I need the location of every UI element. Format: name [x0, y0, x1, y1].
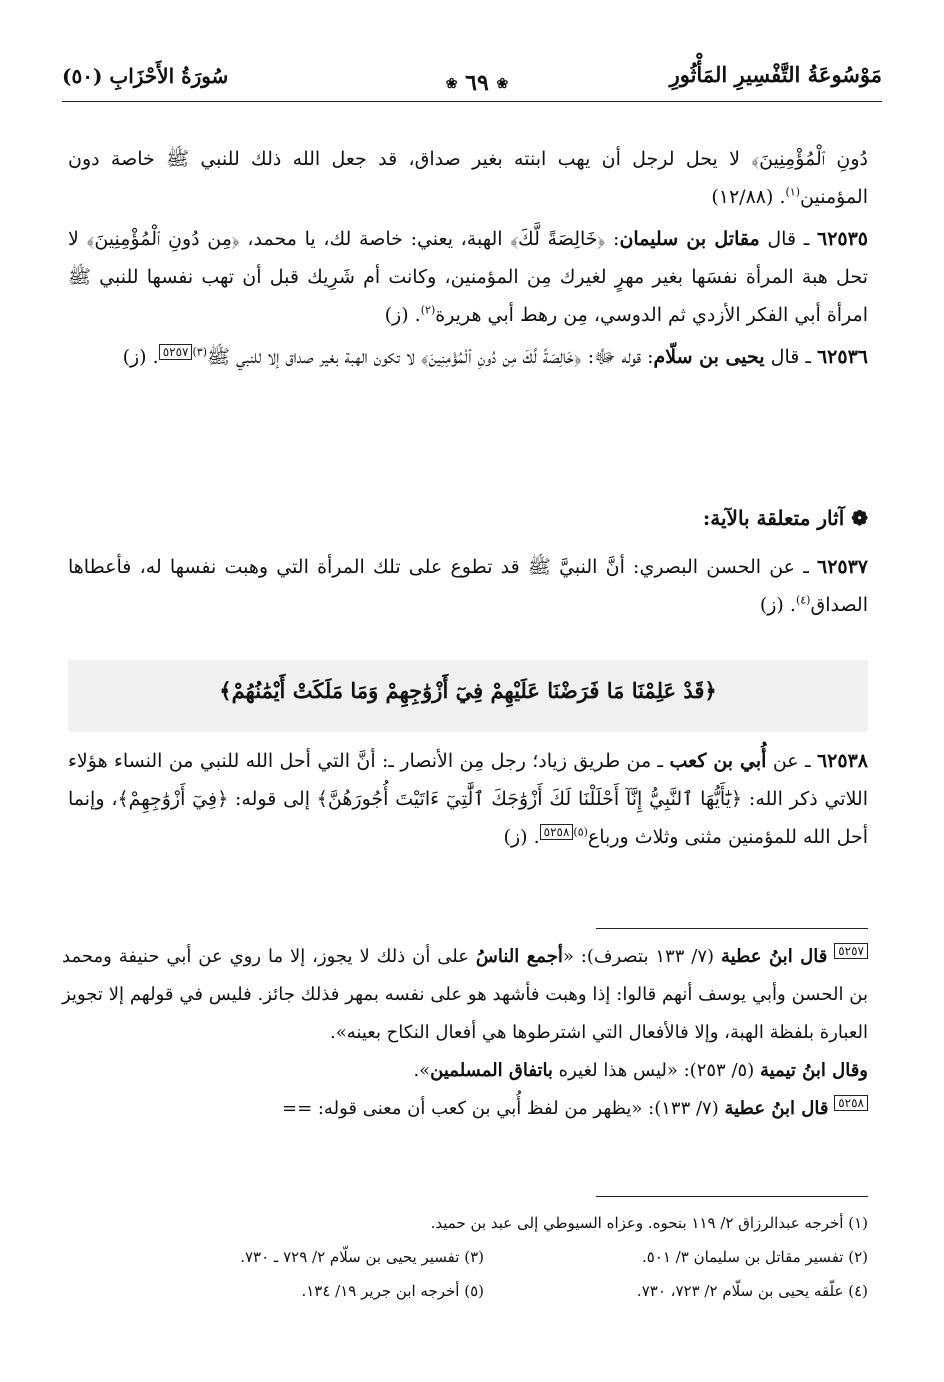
athar-62537	[68, 548, 868, 624]
athar-62535	[68, 220, 868, 334]
book-title: مَوْسُوعَةُ التَّفْسِيرِ المَأْثُورِ	[669, 62, 882, 87]
note-box-ref[interactable]: ٥٢٥٧	[159, 344, 193, 360]
athar-lead: ـ قال	[764, 346, 811, 368]
narrator-name: أُبي بن كعب	[669, 750, 767, 772]
footnote-2: (٢) تفسير مقاتل بن سليمان ٣/ ٥٠١.	[641, 1248, 868, 1266]
section-heading	[68, 506, 868, 530]
paragraph-text: : ﴿خَالِصَةً لَّكَ﴾ الهبة، يعني: خاصة لك، يا محمد، ﴿مِن دُونِ ٱلْمُؤْمِنِينَ﴾ لا تحل هبة المرأة نفسَها بغير مهرٍ لغيرك مِن المؤمنين، وكانت أم شَرِيك قبل أن تهب نفسها للنبي ﷺ امرأة أبي الفكر الأزدي ثم الدوسي، مِن رهط أبي هريرة	[68, 228, 868, 326]
note-source: قال ابنُ عطية	[720, 946, 828, 967]
ornament-icon: ❀	[496, 76, 509, 92]
athar-62536	[68, 338, 868, 376]
footnote-1: (١) أخرجه عبدالرزاق ٢/ ١١٩ بنحوه. وعزاه السيوطي إلى عبد بن حميد.	[430, 1214, 868, 1232]
note-source: وقال ابنُ تيمية	[759, 1060, 868, 1081]
note-text: (٧/ ١٣٣ بتصرف): «	[562, 946, 721, 967]
note-source: قال ابنُ عطية	[724, 1098, 829, 1119]
quran-verse: ﴿قَدْ عَلِمْنَا مَا فَرَضْنَا عَلَيْهِمْ فِيٓ أَزْوَٰجِهِمْ وَمَا مَلَكَتْ أَيْمَٰنُهُمْ﴾	[219, 678, 717, 703]
paragraph-tail: . (ز)	[122, 346, 159, 368]
paragraph-tail: . (ز)	[384, 304, 421, 326]
footnote-ref[interactable]: (١)	[785, 185, 801, 199]
running-header	[62, 62, 882, 98]
footnotes	[100, 1206, 868, 1308]
athar-lead: ـ عن	[766, 750, 811, 772]
footnote-4: (٤) علّقه يحيى بن سلّام ٢/ ٧٢٣، ٧٣٠.	[636, 1282, 868, 1300]
note-box-ref[interactable]: ٥٢٥٨	[540, 824, 574, 840]
notes-divider	[596, 928, 868, 929]
header-divider	[62, 101, 882, 102]
athar-number: ٦٢٥٣٨	[816, 750, 868, 772]
footnote-5: (٥) أخرجه ابن جرير ١٩/ ١٣٤.	[301, 1282, 484, 1300]
paragraph-tail: . (١٢/٨٨)	[711, 186, 786, 208]
footnote-ref[interactable]: (٢)	[420, 303, 436, 317]
note-5257	[62, 938, 868, 1052]
main-text	[68, 140, 868, 380]
footnote-ref[interactable]: (٣)	[192, 345, 207, 359]
footnote-ref[interactable]: (٥)	[573, 825, 588, 839]
athar-number: ٦٢٥٣٦	[816, 346, 868, 368]
page-number-group	[392, 70, 562, 96]
athar-lead: ـ قال	[759, 228, 810, 250]
footnote-row	[100, 1274, 868, 1308]
note-text: (٥/ ٢٥٣): «ليس هذا لغيره	[552, 1060, 760, 1081]
paragraph-text: دُونِ ٱلْمُؤْمِنِينَ﴾ لا يحل لرجل أن يهب ابنته بغير صداق، قد جعل الله ذلك للنبي ﷺ خاصة دون المؤمنين	[68, 148, 868, 208]
paragraph-text: ـ عن الحسن البصري: أنَّ النبيَّ ﷺ قد تطوع على تلك المرأة التي وهبت نفسها له، فأعطاها الصداق	[68, 556, 868, 616]
note-text: (٧/ ١٣٣): «يظهر من لفظ أُبي بن كعب أن معنى قوله: ==	[281, 1098, 725, 1119]
footnote-3: (٣) تفسير يحيى بن سلّام ٢/ ٧٢٩ ـ ٧٣٠.	[240, 1248, 484, 1266]
ornament-icon: ❀	[445, 76, 458, 92]
paragraph-tail: . (ز)	[503, 826, 540, 848]
paragraph-continuation	[68, 140, 868, 216]
note-box-label: ٥٢٥٧	[834, 943, 868, 959]
athar-number: ٦٢٥٣٧	[816, 556, 869, 578]
paragraph-text: ـ من طريق زياد؛ رجل مِن الأنصار ـ: أنَّ التي أحل الله للنبي من النساء هؤلاء اللاتي ذكر الله: ﴿يَٰٓأَيُّهَا ٱلنَّبِيُّ إِنَّآ أَحْلَلْنَا لَكَ أَزْوَٰجَكَ ٱلَّٰتِيٓ ءَاتَيْتَ أُجُورَهُنَّ﴾ إلى قوله: ﴿فِيٓ أَزْوَٰجِهِمْ﴾، وإنما أحل الله للمؤمنين مثنى وثلاث ورباع	[68, 750, 868, 848]
note-rest: على أن ذلك لا يجوز، إلا ما روي عن أبي حنيفة ومحمد بن الحسن وأبي يوسف أنهم قالوا: إذا وهبت فأشهد هو على نفسه بمهر فذلك جائز. فليس في قولهم إلا تجويز العبارة بلفظة الهبة، وإلا فالأفعال التي اشترطوها هي أفعال النكاح بعينه».	[62, 946, 868, 1043]
narrator-name: مقاتل بن سليمان	[619, 228, 760, 250]
flower-icon: ❁	[851, 506, 868, 530]
page-number: ٦٩	[465, 70, 489, 96]
footnote-row	[100, 1240, 868, 1274]
athar-62538	[68, 742, 868, 856]
section-heading-text: آثار متعلقة بالآية:	[702, 506, 845, 530]
note-emphasis: باتفاق المسلمين	[430, 1060, 553, 1081]
footnote-ref[interactable]: (٤)	[795, 593, 811, 607]
scholar-notes	[62, 938, 868, 1128]
note-5258	[62, 1090, 868, 1128]
paragraph-tail: . (ز)	[759, 594, 796, 616]
note-rest: ».	[413, 1060, 431, 1081]
athar-number: ٦٢٥٣٥	[816, 228, 869, 250]
paragraph-text: : قوله ﷻ: ﴿خَالِصَةً لَّكَ مِن دُونِ ٱلْمُؤْمِنِينَ﴾ لا تكون الهبة بغير صداق إلا للنبي ﷺ	[206, 346, 654, 368]
footnotes-divider	[596, 1196, 868, 1197]
note-box-label: ٥٢٥٨	[834, 1095, 868, 1111]
note-emphasis: أجمع الناسُ	[475, 946, 563, 967]
narrator-name: يحيى بن سلّام	[653, 346, 765, 368]
surah-title: سُورَةُ الأَحْزَابِ (٥٠)	[62, 64, 229, 88]
note-ibn-taymiyya	[62, 1052, 868, 1090]
